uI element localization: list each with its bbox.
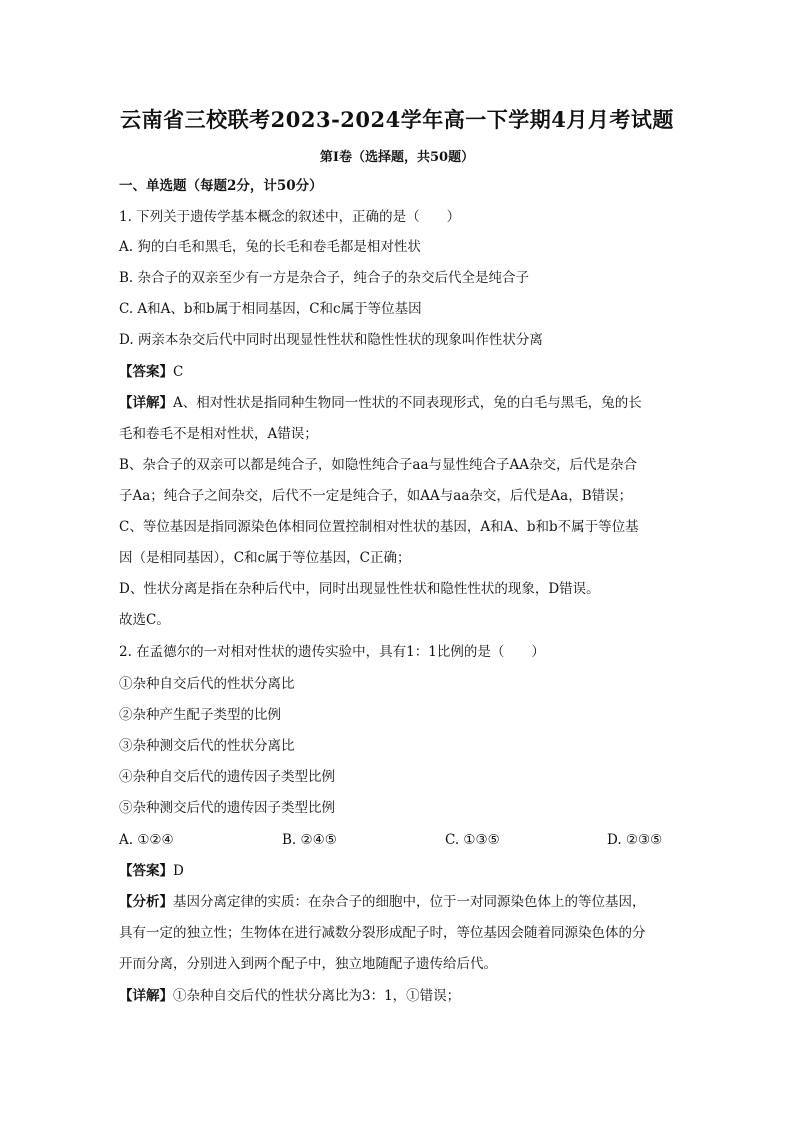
q1-detail-line-2: 毛和卷毛不是相对性状，A错误；	[119, 426, 318, 442]
q2-detail-line-1	[119, 986, 679, 1006]
page-subtitle: 第Ⅰ卷（选择题，共50题）	[319, 150, 475, 165]
q2-item: ④杂种自交后代的遗传因子类型比例	[119, 769, 335, 785]
q2-option-a: A. ①②④	[119, 832, 174, 848]
q2-item: ①杂种自交后代的性状分离比	[119, 676, 295, 692]
q1-detail-line-5: C、等位基因是指同源染色体相同位置控制相对性状的基因，A和A、b和b不属于等位基	[119, 519, 639, 535]
q1-detail-text-1: A、相对性状是指同种生物同一性状的不同表现形式，兔的白毛与黑毛，兔的长	[173, 395, 642, 411]
q1-option-a: A. 狗的白毛和黑毛，兔的长毛和卷毛都是相对性状	[119, 239, 421, 255]
q1-stem: 1. 下列关于遗传学基本概念的叙述中，正确的是（ ）	[119, 209, 461, 225]
q1-detail-line-1	[119, 393, 679, 413]
q2-detail-text-1: ①杂种自交后代的性状分离比为3：1，①错误；	[173, 988, 461, 1004]
q2-analysis-line-3: 开而分离，分别进入到两个配子中，独立地随配子遗传给后代。	[119, 956, 497, 972]
q1-option-c: C. A和A、b和b属于相同基因，C和c属于等位基因	[119, 301, 422, 317]
q1-answer-tag: 【答案】	[119, 364, 173, 380]
q2-option-c: C. ①③⑤	[445, 832, 500, 848]
q1-detail-line-4: 子Aa；纯合子之间杂交，后代不一定是纯合子，如AA与aa杂交，后代是Aa，B错误；	[119, 488, 633, 504]
section-heading: 一、单选题（每题2分，计50分）	[119, 178, 323, 194]
q2-answer	[119, 861, 679, 881]
q1-answer-value: C	[173, 364, 184, 380]
q2-stem: 2. 在孟德尔的一对相对性状的遗传实验中，具有1：1比例的是（ ）	[119, 644, 545, 660]
q2-option-b: B. ②④⑤	[282, 832, 337, 848]
q1-option-d: D. 两亲本杂交后代中同时出现显性性状和隐性性状的现象叫作性状分离	[119, 332, 543, 348]
q1-conclusion: 故选C。	[119, 612, 170, 628]
q2-analysis-line-2: 具有一定的独立性；生物体在进行减数分裂形成配子时，等位基因会随着同源染色体的分	[119, 925, 646, 941]
page-title: 云南省三校联考2023-2024学年高一下学期4月月考试题	[120, 107, 674, 132]
q1-detail-tag: 【详解】	[119, 395, 173, 411]
q2-analysis-text-1: 基因分离定律的实质：在杂合子的细胞中，位于一对同源染色体上的等位基因，	[173, 894, 646, 910]
q2-item: ②杂种产生配子类型的比例	[119, 707, 281, 723]
q2-item: ⑤杂种测交后代的遗传因子类型比例	[119, 800, 335, 816]
q1-detail-line-6: 因（是相同基因），C和c属于等位基因，C正确；	[119, 550, 411, 566]
q1-detail-line-3: B、杂合子的双亲可以都是纯合子，如隐性纯合子aa与显性纯合子AA杂交，后代是杂合	[119, 457, 638, 473]
q2-option-d: D. ②③⑤	[607, 832, 663, 848]
q1-detail-line-7: D、性状分离是指在杂种后代中，同时出现显性性状和隐性性状的现象，D错误。	[119, 581, 600, 597]
q2-item: ③杂种测交后代的性状分离比	[119, 738, 295, 754]
q1-answer	[119, 362, 679, 382]
q2-analysis-tag: 【分析】	[119, 894, 173, 910]
q2-detail-tag: 【详解】	[119, 988, 173, 1004]
q2-answer-tag: 【答案】	[119, 863, 173, 879]
q2-analysis-line-1	[119, 892, 679, 912]
q1-option-b: B. 杂合子的双亲至少有一方是杂合子，纯合子的杂交后代全是纯合子	[119, 270, 530, 286]
q2-answer-value: D	[173, 863, 184, 879]
